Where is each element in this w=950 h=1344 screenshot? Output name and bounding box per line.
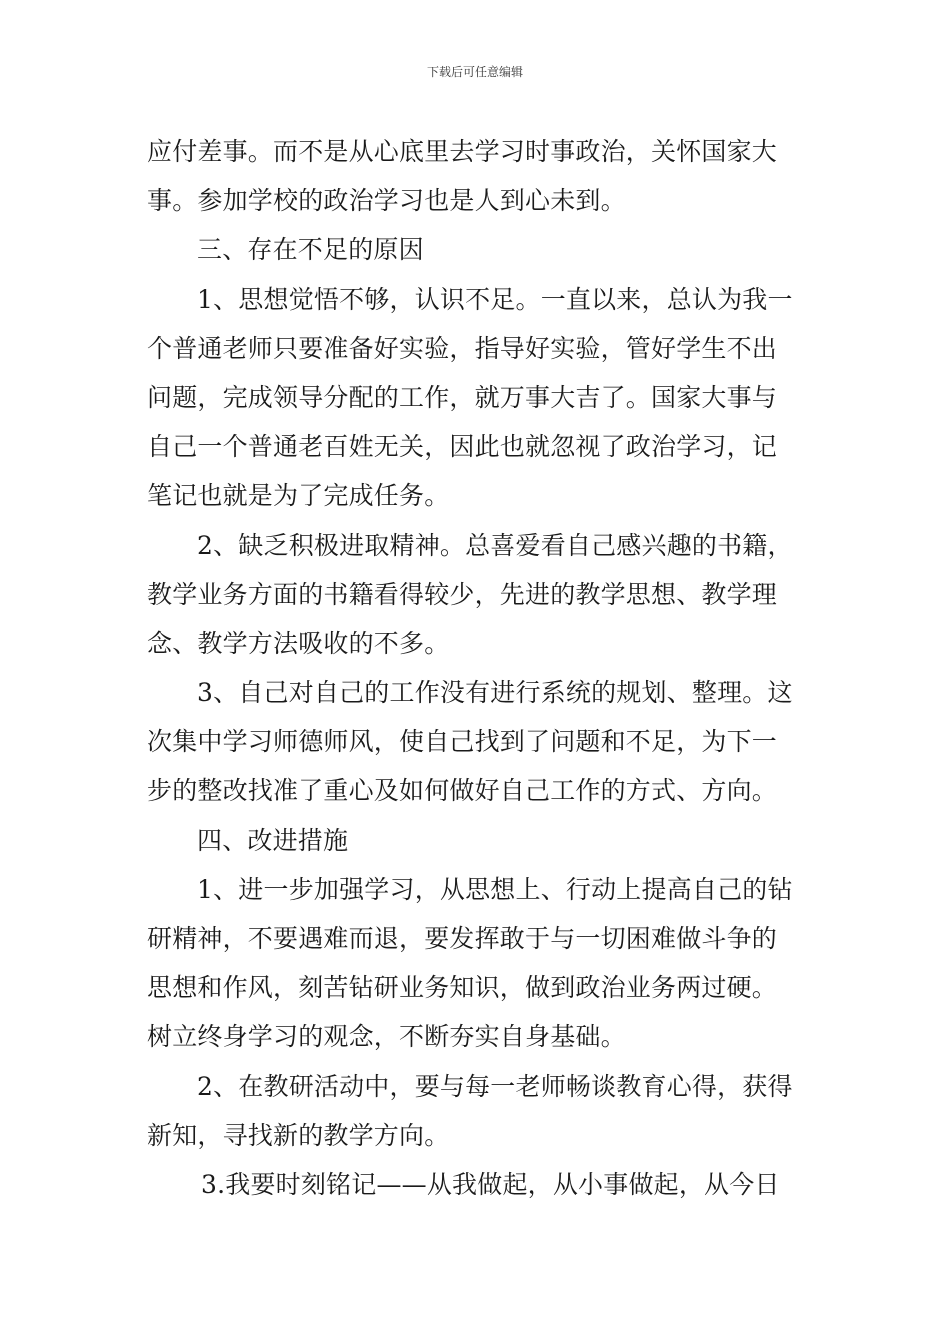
text-line-2: 事。参加学校的政治学习也是人到心未到。: [147, 186, 626, 216]
section-heading-4: 四、改进措施: [197, 825, 349, 855]
text-line-5: 个普通老师只要准备好实验，指导好实验，管好学生不出: [147, 333, 778, 363]
text-line-19: 树立终身学习的观念，不断夯实自身基础。: [147, 1022, 626, 1052]
text-line-20: 2、在教研活动中，要与每一老师畅谈教育心得，获得: [197, 1071, 793, 1101]
text-line-17: 研精神，不要遇难而退，要发挥敢于与一切困难做斗争的: [147, 924, 778, 953]
page-header: 下载后可任意编辑: [426, 65, 523, 79]
text-line-18: 思想和作风，刻苦钻研业务知识，做到政治业务两过硬。: [147, 973, 778, 1003]
text-line-7: 自己一个普通老百姓无关，因此也就忽视了政治学习，记: [147, 432, 778, 462]
text-line-21: 新知，寻找新的教学方向。: [147, 1120, 450, 1150]
text-line-8: 笔记也就是为了完成任务。: [147, 481, 450, 511]
text-line-16: 1、进一步加强学习，从思想上、行动上提高自己的钻: [197, 874, 793, 904]
text-line-12: 3、自己对自己的工作没有进行系统的规划、整理。这: [197, 678, 793, 708]
text-line-9: 2、缺乏积极进取精神。总喜爱看自己感兴趣的书籍，: [197, 530, 793, 560]
text-line-22: 3.我要时刻铭记——从我做起，从小事做起，从今日: [201, 1169, 780, 1199]
text-line-6: 问题，完成领导分配的工作，就万事大吉了。国家大事与: [147, 382, 778, 412]
document-body: [147, 127, 807, 1209]
text-line-1: 应付差事。而不是从心底里去学习时事政治，关怀国家大: [147, 137, 778, 166]
text-line-13: 次集中学习师德师风，使自己找到了问题和不足，为下一: [147, 727, 778, 757]
text-line-14: 步的整改找准了重心及如何做好自己工作的方式、方向。: [147, 776, 778, 806]
section-heading-3: 三、存在不足的原因: [197, 235, 424, 265]
text-line-11: 念、教学方法吸收的不多。: [147, 628, 450, 658]
text-line-4: 1、思想觉悟不够，认识不足。一直以来，总认为我一: [197, 284, 793, 314]
text-line-10: 教学业务方面的书籍看得较少，先进的教学思想、教学理: [147, 579, 778, 609]
